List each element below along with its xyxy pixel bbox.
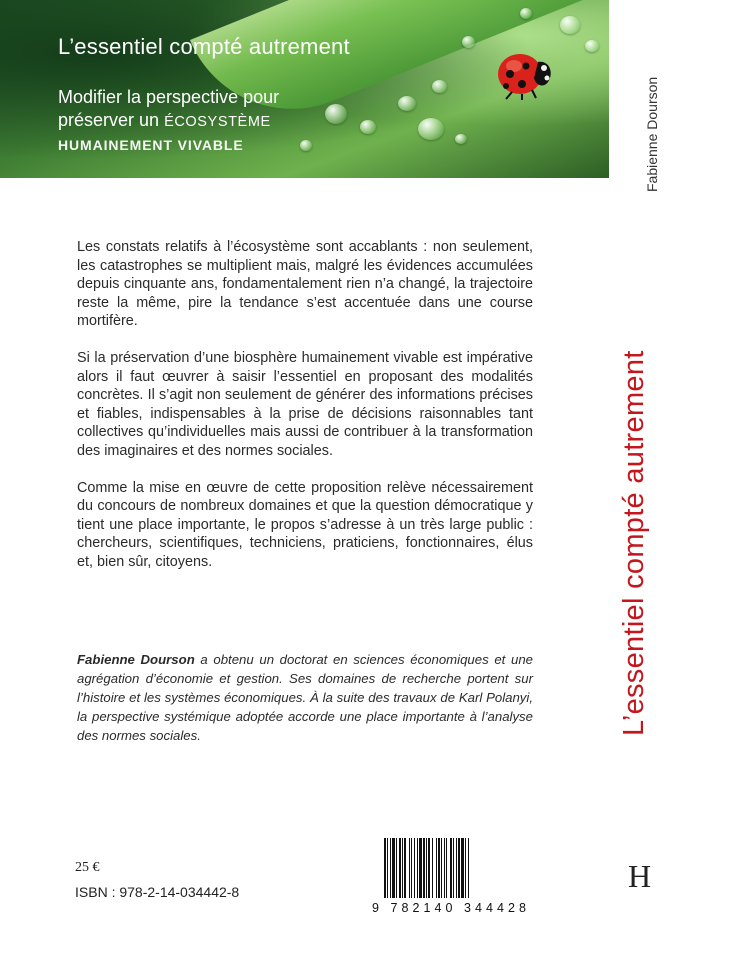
barcode-bar [426,838,427,898]
banner-subtitle [58,86,279,157]
barcode-bar [387,838,388,898]
barcode-bar [436,838,437,898]
isbn-barcode [368,838,530,914]
barcode-bar [461,838,464,898]
ladybug-image [492,44,556,100]
banner-subtitle-line3: HUMAINEMENT VIVABLE [58,137,244,153]
water-drop [418,118,444,140]
isbn: ISBN : 978-2-14-034442-8 [75,884,240,900]
back-cover-blurb [77,238,533,590]
barcode-bar [438,838,440,898]
spine-author-text: Fabienne Dourson [644,76,660,192]
blurb-paragraph-2: Si la préservation d’une biosphère humainement vivable est impérative alors il faut œuvrer à saisir l’essentiel en proposant des modalités concrètes. Il s’agit non seulement de générer des informations précises et fiables, indispensables à la prise de décisions raisonnables tant collectives qu’individuelles mais aussi de contribuer à la transformation des imaginaires et des normes sociales. [77,349,533,459]
barcode-bar [465,838,466,898]
water-drop [360,120,376,134]
barcode-bar [428,838,430,898]
spine-title: L’essentiel compté autrement [618,350,650,736]
author-name: Fabienne Dourson [77,652,195,667]
barcode-bar [450,838,452,898]
barcode-bar [404,838,406,898]
banner-subtitle-line1: Modifier la perspective pour [58,87,280,107]
barcode-digits: 9 782140 344428 [372,901,526,915]
water-drop [520,8,532,19]
barcode-bar [402,838,403,898]
barcode-bar [392,838,395,898]
barcode-bar [446,838,447,898]
water-drop [432,80,447,93]
barcode-bar [390,838,391,898]
barcode-bar [423,838,425,898]
barcode-bar [409,838,410,898]
barcode-bar [441,838,442,898]
water-drop [560,16,580,34]
banner-subtitle-line2-caps: ÉCOSYSTÈME [164,114,271,130]
barcode-bar [458,838,460,898]
barcode-bar [414,838,415,898]
author-bio [77,650,533,745]
barcode-bar [419,838,422,898]
barcode-bar [456,838,457,898]
price: 25 € [75,860,100,875]
publisher-logo: H [628,858,652,894]
water-drop [398,96,416,111]
water-drop [325,104,347,124]
water-drop [455,134,467,144]
blurb-paragraph-1: Les constats relatifs à l’écosystème sont accablants : non seulement, les catastrophes se multiplient mais, malgré les évidences accumulées depuis cinquante ans, fondamentalement rien n’a changé, la trajectoire reste la même, pire la tendance s’est accentuée dans une course mortifère. [77,239,533,330]
water-drop [300,140,312,151]
author-bio-text: a obtenu un doctorat en sciences économiques et une agrégation d’économie et gestion. Ses domaines de recherche portent sur l’histoire et les systèmes économiques. À la suite des travaux de Karl Polanyi, la perspective systémique adoptée accorde une place importante à l’analyse des normes sociales. [77,652,533,743]
barcode-bar [453,838,454,898]
barcode-bar [432,838,433,898]
cover-banner-image [0,0,609,178]
spine-author [644,62,664,192]
banner-subtitle-line2-prefix: préserver un [58,110,165,130]
banner-subtitle-line2 [58,109,279,134]
banner-title: L’essentiel compté autrement [58,34,350,59]
barcode-bar [468,838,469,898]
barcode-bar [444,838,445,898]
barcode-bar [411,838,412,898]
water-drop [585,40,599,52]
water-drop [462,36,475,48]
blurb-paragraph-3: Comme la mise en œuvre de cette proposition relève nécessairement du concours de nombreux domaines et que la question démocratique y tient une place importante, le propos s’adresse à un très large public : chercheurs, scientifiques, techniciens, praticiens, fonctionnaires, élus et, bien sûr, citoyens. [77,479,533,570]
barcode-bar [384,838,386,898]
barcode-bar [417,838,418,898]
barcode-bar [396,838,397,898]
barcode-bar [399,838,401,898]
